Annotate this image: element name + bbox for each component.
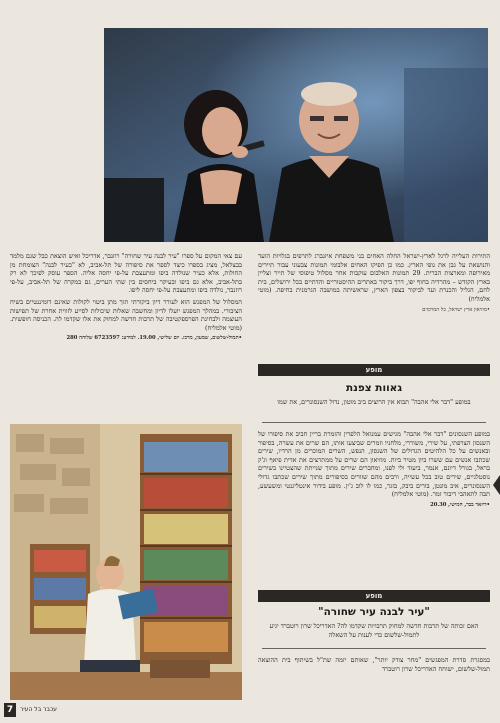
- event-info-line: •תמול-שלשום, שמעון, מרכז. יום שלישי, 19.00. למידע: 6723597 שלוחה 280: [66, 335, 242, 342]
- bookstore-illustration: [10, 424, 242, 700]
- bookstore-photo: [10, 424, 242, 700]
- event2-subtitle: האם זכותה של תרבות חדשה למחוק תרבויות שקדמו לה? האדריכל שרון רוטברד יגיע לתמול-שלשום כדי לענות על השאלה: [269, 622, 479, 639]
- article-paragraph: המסלול של המפגש הוא לעורר דיון ביקורתי תוך מתן ביטוי לקולות שאינם דומיננטיים בשיח הציבורי. במהלך המפגש יועלו לדיון ומחשבה שאלות שיכולות לסייע לזווית אחרת של תפישות העוצמה ולבחינת הפרספקטיבה של תרבות חדשה למחוק את אלו שקדמו לה. הכניסה חופשית. (מוטי אלמליח): [10, 297, 242, 332]
- event2-body-column: [258, 656, 490, 676]
- event1-headline: גאוות צפנת: [345, 382, 403, 394]
- event1-body: במופע השנסונים "דבר אלי אהבה" מגישים עמנואל הלפרין והזמרת בריין חביב את סיפורו של השנסון הצרפתי, על שירי, משוררי, מלחניו וזמרים שביצעו אותו, הם שרים את עשרה, בסיפור ובאנשים על כל הלהיטים הגדולים של השנסון, הנפש, השרים המוכרים מן הרדיו, שירים שכתבו אנשים עם ששרו ביון מטיר ביות. מוזיאון הם שרים על ממתרצים את אדית פיאף וג'ק בראל, בגורל דיונם, אנמר, ביעוד ולי לפנו, ומחברים שירים מתוך שנייתת שהצטיינו בשירים נוסטלגיים, שירים טוב בכל עשייה, ורבים מהם שזורים בסיפורים מתוך שירים שכתבו גדולי השנסונרים, איב מונטן, בורים ביבק, בזגר, כמו לו לוב ג'ין. מופע בידור אינטליגנטי ומשעשע, תבה לתאהבי דיבור זמר. (מוטי אלמליח): [258, 430, 490, 499]
- performers-illustration: [104, 28, 488, 242]
- event2-divider: [262, 648, 486, 649]
- event2-section-banner: [258, 590, 490, 602]
- event1-info-line: •דיזאר בבר, חמישי, 20.30: [430, 501, 490, 508]
- top-left-article-column: [10, 252, 242, 342]
- event2-headline: "עיר לבנה עיר שחורה": [318, 606, 430, 618]
- article-paragraph: התירות העלייה לרגל לארץ-ישראל החלה האחים בני משפחת איזנברג לתרפים בגלויות הועד והנושאת על גבן את נופי הארץ. כמו כן הפיקו האחים אלבומי תמונות צבעוני עבור תיירים מאירופה ומארצות הברית. 29 תמונות האלבום עוקבות אחר מסלול טיפוסי של תייר וצליין בארץ הקודש – מהרדיה בחוף יפו, דרך ביקור באתרים ההיסטוריים והדתיים בכל ירושלים, בית לחם, הגליל והכנרת ועד לביקור בצפון הארץ, שראשיתה במושבה הגרמנית בחיפה. (מוטי אלמליח): [258, 252, 490, 303]
- event1-divider: [262, 422, 486, 423]
- event2-body: במסגרת סדרת המפגשים "מחר צודק יותר", שאותם יזמה שת"ל בשיתוף בית ההוצאה תמול-שלשום, ישוחח האדריכל שרון רוטברד: [258, 656, 490, 673]
- event2-banner-label: מופע: [365, 592, 383, 600]
- event1-section-banner: [258, 364, 490, 376]
- footer-publication-name: עכבר בל העיר: [20, 706, 57, 713]
- event1-body-column: [258, 430, 490, 509]
- top-photo-performers: [104, 28, 488, 242]
- event1-banner-label: מופע: [365, 366, 383, 374]
- top-right-article-column: [258, 252, 490, 313]
- article-paragraph: עם צאי המקום על ספרו "עיר לבנה עיר שחורה" רוזנבר, אדריכל ואיש הוצאת כבל שגם מלמד בבצלאל, מציג בספרו כיצד לספר את סיפורה של תל-אביב, לא "כעיר לבנה" הצומחת מן החולות, אלא כעיר שנולדה ביפו ומתעצבת על-פי יחסה אליה. הספר עוסק לפיכך לא רק בתל-אביב, אלא גם ביפו ובעיקר ביחסים בין שתי הערים, גם במקרה של תל-אביב, על-פי רוזנבר, נולדה ביפו ומתעצבת על-פי יחסה ליפו.: [10, 252, 242, 295]
- event1-subtitle: במופע "דבר אלי אהבה" תבוא אין הרוצים ביב מוטון, נדול השנסונרים, את שמו: [277, 398, 471, 406]
- page-number-badge: 7: [4, 703, 16, 717]
- exhibit-info-line: •מוזיאון ארץ ישראל, כל המרכזים: [422, 306, 490, 313]
- side-arrow-marker: [493, 475, 500, 495]
